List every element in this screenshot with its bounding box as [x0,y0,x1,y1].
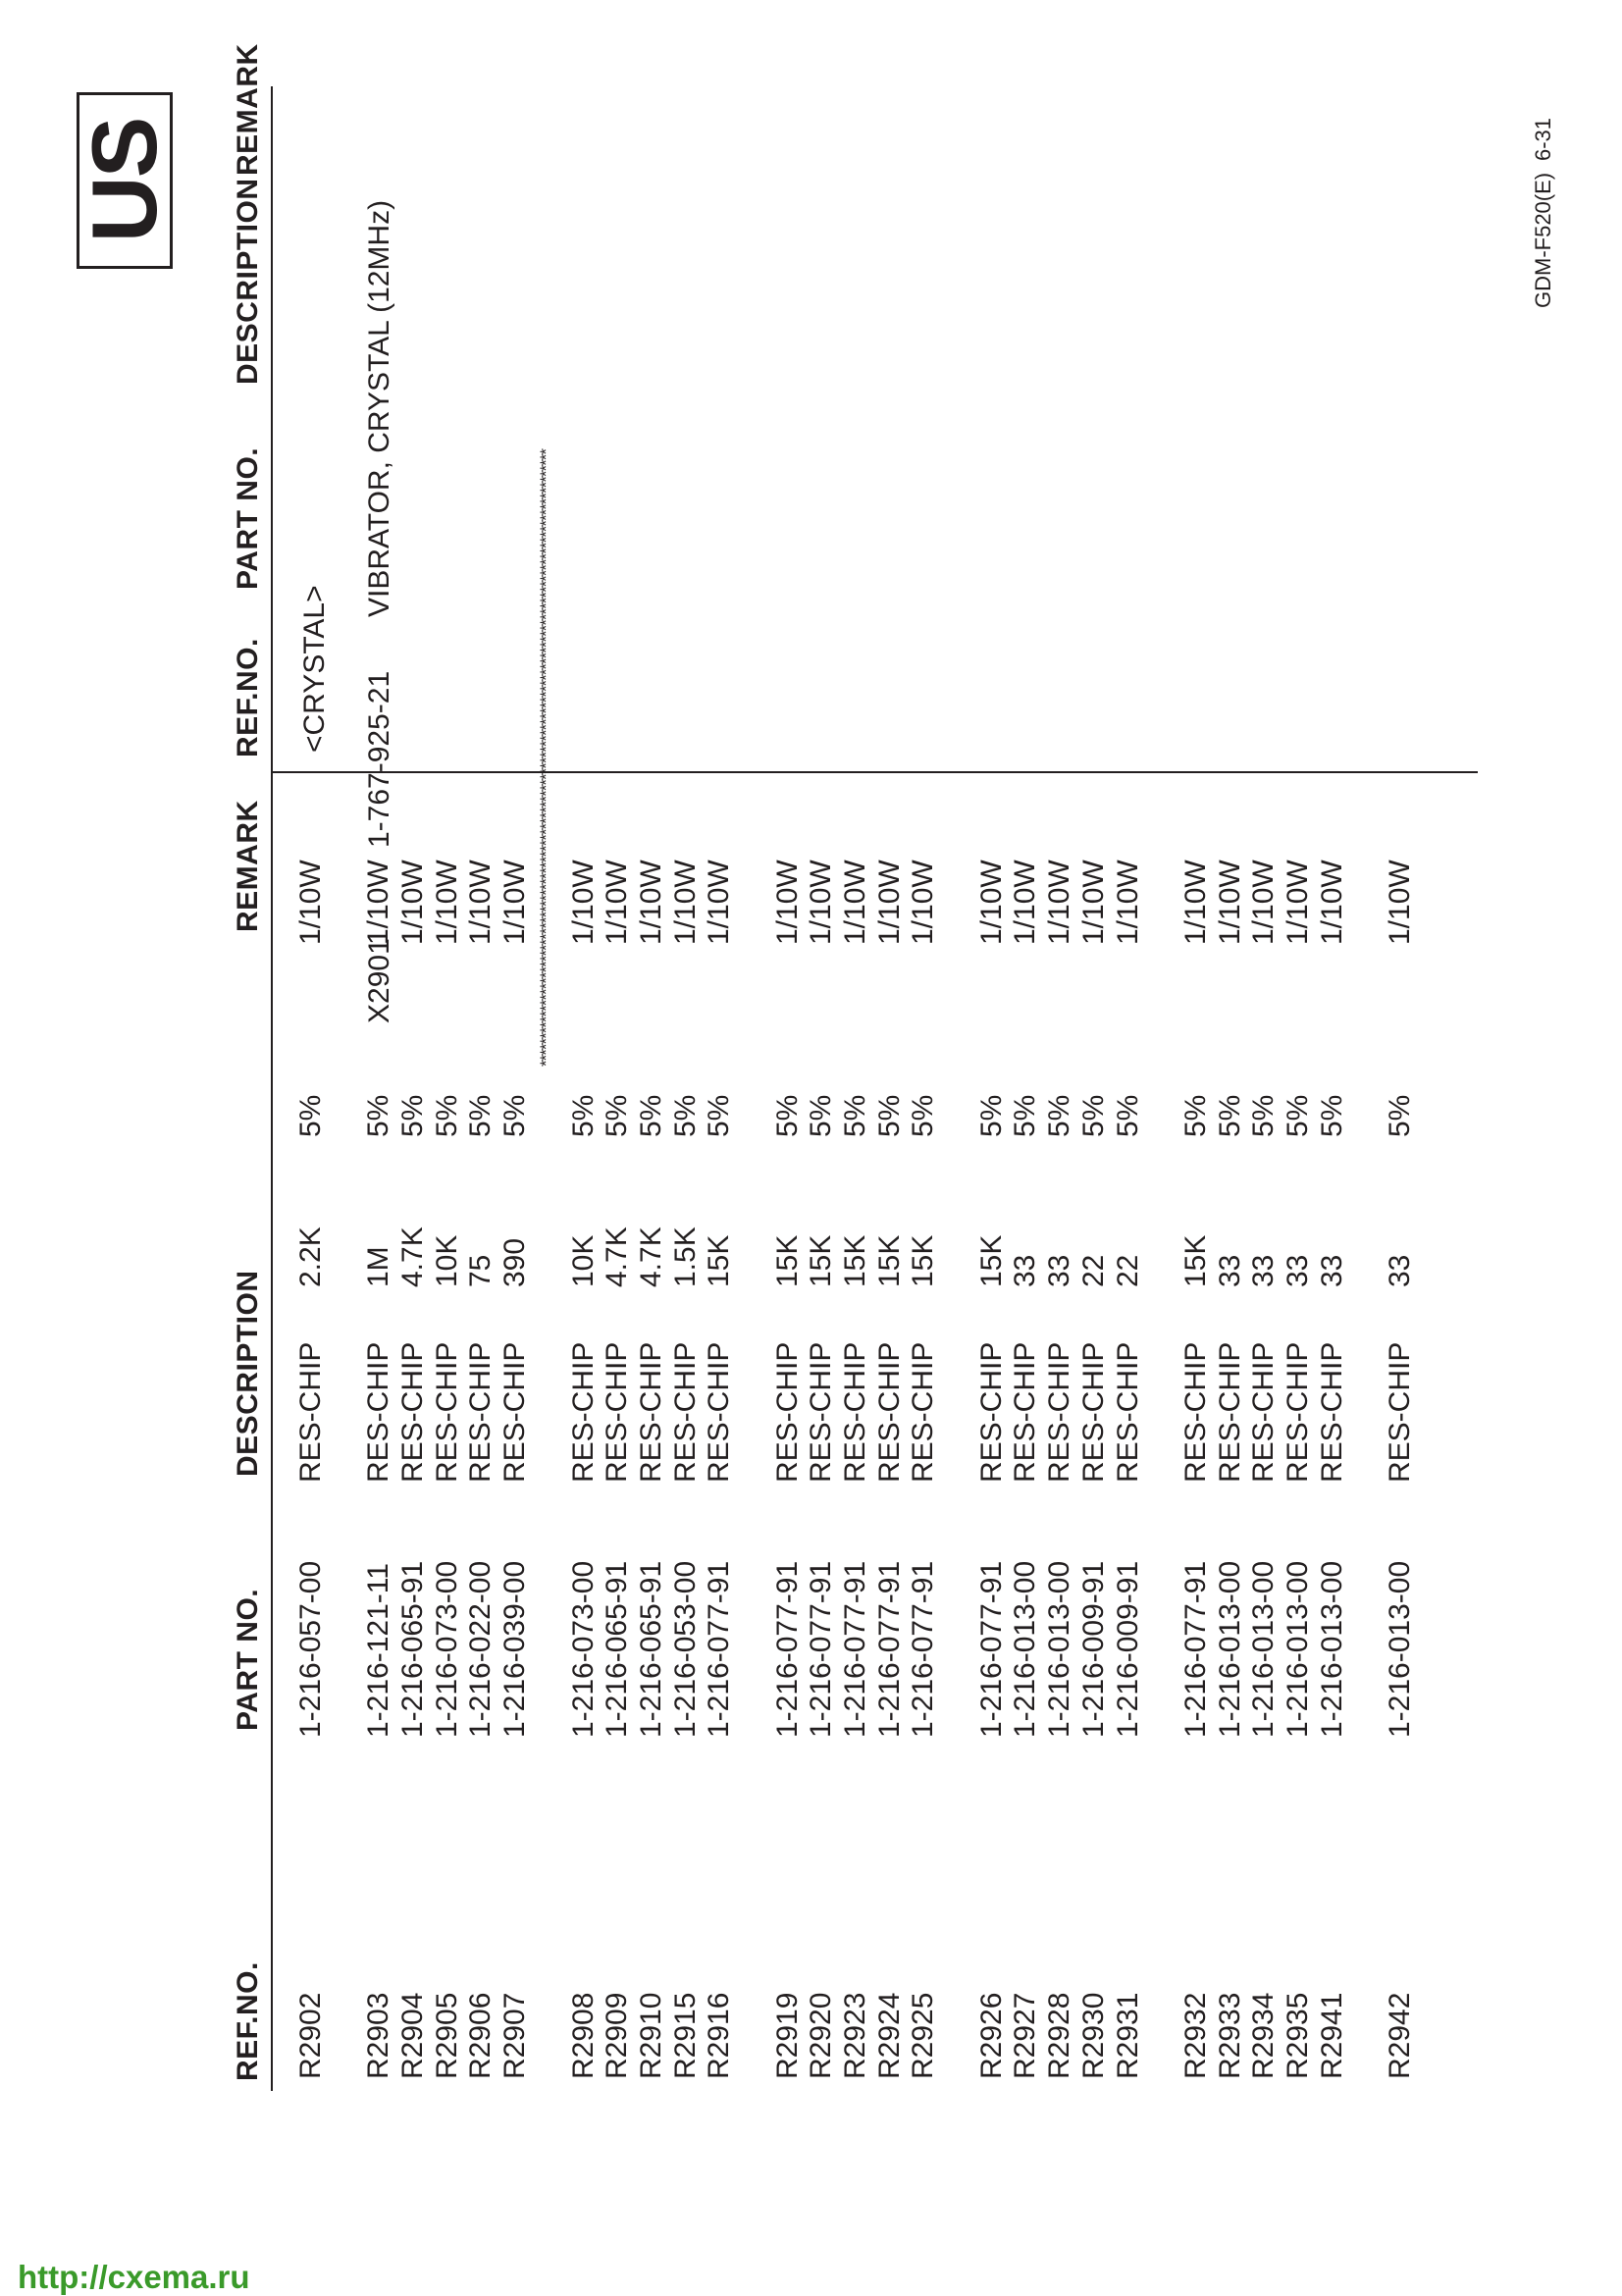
table-cell-value: 33 [1384,1254,1416,1287]
table-cell-ref: R2908 [566,1992,600,2079]
crystal-row-desc: VIBRATOR, CRYSTAL (12MHz) [363,199,395,617]
table-cell-value: 33 [1315,1254,1348,1287]
right-header-ref: REF.NO. [232,638,264,757]
table-cell-value: 4.7K [601,1226,634,1287]
table-cell-ref: R2931 [1111,1992,1144,2079]
group-spacer [329,1095,363,1137]
table-cell-desc: RES-CHIP [1384,1341,1416,1483]
separator-asterisks: **************************************************************************************************************** [537,449,555,1067]
table-cell-desc: RES-CHIP [1076,1341,1110,1483]
table-cell-ref: R2934 [1247,1992,1281,2079]
table-cell-desc: RES-CHIP [839,1341,871,1483]
group-spacer [329,1993,363,2079]
table-cell-value: 15K [872,1234,906,1287]
table-cell-desc: RES-CHIP [770,1341,804,1483]
table-cell-value: 22 [1111,1254,1144,1287]
source-url-link[interactable]: http://cxema.ru [18,2259,250,2295]
table-cell-ref: R2926 [974,1992,1008,2079]
table-cell-tol: 5% [566,1094,600,1137]
table-cell-part: 1-216-073-00 [430,1560,463,1738]
table-cell-remark: 1/10W [703,860,736,945]
table-cell-ref: R2941 [1315,1992,1348,2079]
table-cell-ref: R2928 [1043,1992,1076,2079]
table-cell-tol: 5% [1009,1094,1042,1137]
table-cell-desc: RES-CHIP [1043,1341,1076,1483]
table-cell-remark: 1/10W [1281,860,1314,945]
table-cell-desc: RES-CHIP [668,1341,702,1483]
table-cell-value: 2.2K [294,1226,327,1287]
table-cell-part: 1-216-022-00 [464,1560,497,1738]
table-cell-ref: R2932 [1178,1992,1212,2079]
table-cell-desc: RES-CHIP [430,1341,463,1483]
table-cell-ref: R2933 [1213,1992,1246,2079]
table-cell-part: 1-216-073-00 [566,1560,600,1738]
group-spacer [533,1342,567,1483]
group-spacer [737,1561,771,1738]
table-cell-value: 15K [974,1234,1008,1287]
table-cell-tol: 5% [1315,1094,1348,1137]
table-cell-value: 15K [703,1234,736,1287]
table-cell-remark: 1/10W [1009,860,1042,945]
table-cell-tol: 5% [1281,1094,1314,1137]
table-cell-tol: 5% [770,1094,804,1137]
table-cell-remark: 1/10W [396,860,430,945]
table-cell-remark: 1/10W [566,860,600,945]
group-spacer [737,1095,771,1137]
group-spacer [941,1342,975,1483]
table-cell-part: 1-216-077-91 [1178,1560,1212,1738]
group-spacer [1349,1095,1384,1137]
table-cell-remark: 1/10W [1043,860,1076,945]
table-cell-value: 33 [1043,1254,1076,1287]
group-spacer [737,1342,771,1483]
table-cell-remark: 1/10W [770,860,804,945]
table-cell-desc: RES-CHIP [498,1341,532,1483]
table-cell-remark: 1/10W [464,860,497,945]
table-cell-part: 1-216-053-00 [668,1560,702,1738]
table-cell-desc: RES-CHIP [396,1341,430,1483]
table-cell-part: 1-216-065-91 [601,1560,634,1738]
group-spacer [1349,1226,1384,1287]
table-cell-remark: 1/10W [907,860,940,945]
table-cell-desc: RES-CHIP [872,1341,906,1483]
group-spacer [533,1993,567,2079]
left-header-part: PART NO. [232,1588,264,1731]
group-spacer [533,1095,567,1137]
table-cell-remark: 1/10W [668,860,702,945]
table-cell-remark: 1/10W [430,860,463,945]
left-col-part [294,1561,1418,1738]
table-cell-tol: 5% [1111,1094,1144,1137]
group-spacer [941,1226,975,1287]
table-cell-remark: 1/10W [872,860,906,945]
table-cell-part: 1-216-013-00 [1043,1560,1076,1738]
table-cell-tol: 5% [872,1094,906,1137]
table-cell-tol: 5% [601,1094,634,1137]
group-spacer [1145,860,1179,945]
group-spacer [737,860,771,945]
group-spacer [1349,860,1384,945]
table-cell-value: 33 [1281,1254,1314,1287]
table-cell-value: 22 [1076,1254,1110,1287]
footer-page: 6-31 [1531,117,1555,161]
table-cell-desc: RES-CHIP [1315,1341,1348,1483]
table-cell-part: 1-216-039-00 [498,1560,532,1738]
table-cell-ref: R2902 [294,1992,327,2079]
table-cell-remark: 1/10W [1111,860,1144,945]
table-cell-tol: 5% [839,1094,871,1137]
table-cell-ref: R2920 [805,1992,838,2079]
right-header-rule [271,86,273,773]
group-spacer [1145,1226,1179,1287]
table-cell-tol: 5% [1384,1094,1416,1137]
group-spacer [533,1226,567,1287]
table-cell-value: 75 [464,1254,497,1287]
group-spacer [941,1993,975,2079]
left-header-rule [271,771,273,2091]
table-cell-desc: RES-CHIP [464,1341,497,1483]
group-spacer [329,1561,363,1738]
table-cell-part: 1-216-077-91 [907,1560,940,1738]
table-cell-ref: R2935 [1281,1992,1314,2079]
table-cell-remark: 1/10W [1247,860,1281,945]
table-cell-tol: 5% [294,1094,327,1137]
table-cell-desc: RES-CHIP [1111,1341,1144,1483]
table-cell-value: 33 [1009,1254,1042,1287]
table-cell-ref: R2924 [872,1992,906,2079]
table-cell-value: 15K [839,1234,871,1287]
table-cell-remark: 1/10W [294,860,327,945]
table-cell-desc: RES-CHIP [805,1341,838,1483]
group-spacer [941,1095,975,1137]
table-cell-part: 1-216-077-91 [974,1560,1008,1738]
table-cell-ref: R2909 [601,1992,634,2079]
table-cell-remark: 1/10W [1213,860,1246,945]
table-cell-ref: R2903 [362,1992,395,2079]
table-cell-tol: 5% [1178,1094,1212,1137]
table-cell-value: 10K [430,1234,463,1287]
left-col-tol [294,1095,1418,1137]
group-spacer [1349,1561,1384,1738]
left-col-value [294,1226,1418,1287]
left-header-desc: DESCRIPTION [232,1270,264,1477]
table-cell-desc: RES-CHIP [1213,1341,1246,1483]
table-cell-value: 15K [1178,1234,1212,1287]
table-cell-ref: R2923 [839,1992,871,2079]
table-cell-ref: R2907 [498,1992,532,2079]
table-cell-tol: 5% [430,1094,463,1137]
table-cell-part: 1-216-077-91 [839,1560,871,1738]
table-cell-remark: 1/10W [1384,860,1416,945]
group-spacer [737,1993,771,2079]
table-cell-ref: R2927 [1009,1992,1042,2079]
table-cell-ref: R2919 [770,1992,804,2079]
table-cell-remark: 1/10W [805,860,838,945]
table-cell-tol: 5% [634,1094,667,1137]
us-region-logo: US [77,92,173,269]
left-col-ref [294,1993,1418,2079]
table-cell-desc: RES-CHIP [294,1341,327,1483]
table-cell-tol: 5% [1076,1094,1110,1137]
crystal-row-ref: X2901 [363,938,395,1023]
group-spacer [533,1561,567,1738]
crystal-row-part: 1-767-925-21 [363,670,395,848]
table-cell-tol: 5% [464,1094,497,1137]
group-spacer [941,1561,975,1738]
table-cell-tol: 5% [974,1094,1008,1137]
table-cell-tol: 5% [1247,1094,1281,1137]
group-spacer [1145,1561,1179,1738]
table-cell-ref: R2906 [464,1992,497,2079]
table-cell-desc: RES-CHIP [362,1341,395,1483]
table-cell-remark: 1/10W [839,860,871,945]
table-cell-part: 1-216-077-91 [703,1560,736,1738]
table-cell-part: 1-216-077-91 [805,1560,838,1738]
table-cell-tol: 5% [396,1094,430,1137]
group-spacer [329,1226,363,1287]
table-cell-remark: 1/10W [1076,860,1110,945]
table-cell-part: 1-216-009-91 [1111,1560,1144,1738]
table-cell-remark: 1/10W [1315,860,1348,945]
left-col-desc [294,1342,1418,1483]
table-cell-part: 1-216-077-91 [770,1560,804,1738]
left-col-remark [294,860,1418,945]
group-spacer [941,860,975,945]
table-cell-tol: 5% [668,1094,702,1137]
table-cell-desc: RES-CHIP [1281,1341,1314,1483]
table-cell-part: 1-216-065-91 [634,1560,667,1738]
table-cell-remark: 1/10W [601,860,634,945]
right-header-part: PART NO. [232,446,264,590]
table-cell-desc: RES-CHIP [703,1341,736,1483]
table-cell-part: 1-216-077-91 [872,1560,906,1738]
table-cell-value: 4.7K [634,1226,667,1287]
table-cell-remark: 1/10W [974,860,1008,945]
table-cell-remark: 1/10W [1178,860,1212,945]
table-cell-ref: R2910 [634,1992,667,2079]
group-spacer [1349,1993,1384,2079]
table-cell-ref: R2916 [703,1992,736,2079]
table-cell-tol: 5% [703,1094,736,1137]
table-cell-tol: 5% [907,1094,940,1137]
table-cell-tol: 5% [498,1094,532,1137]
table-cell-part: 1-216-057-00 [294,1560,327,1738]
table-cell-desc: RES-CHIP [974,1341,1008,1483]
table-cell-ref: R2925 [907,1992,940,2079]
table-cell-desc: RES-CHIP [1178,1341,1212,1483]
group-spacer [737,1226,771,1287]
table-cell-value: 15K [805,1234,838,1287]
table-cell-value: 15K [907,1234,940,1287]
group-spacer [1145,1993,1179,2079]
table-cell-value: 1M [362,1246,395,1287]
table-cell-part: 1-216-009-91 [1076,1560,1110,1738]
group-spacer [329,860,363,945]
table-cell-part: 1-216-013-00 [1315,1560,1348,1738]
table-cell-part: 1-216-065-91 [396,1560,430,1738]
table-cell-desc: RES-CHIP [907,1341,940,1483]
group-spacer [329,1342,363,1483]
table-cell-remark: 1/10W [498,860,532,945]
table-cell-part: 1-216-121-11 [362,1563,395,1738]
table-cell-ref: R2904 [396,1992,430,2079]
table-cell-part: 1-216-013-00 [1247,1560,1281,1738]
right-header-desc: DESCRIPTION [232,178,264,385]
table-cell-desc: RES-CHIP [601,1341,634,1483]
group-spacer [1145,1095,1179,1137]
crystal-section-title: <CRYSTAL> [298,585,331,753]
right-header-remark: REMARK [232,43,264,176]
group-spacer [1349,1342,1384,1483]
table-cell-part: 1-216-013-00 [1213,1560,1246,1738]
table-cell-remark: 1/10W [362,860,395,945]
left-header-remark: REMARK [232,800,264,932]
table-cell-desc: RES-CHIP [1009,1341,1042,1483]
table-cell-desc: RES-CHIP [1247,1341,1281,1483]
table-cell-part: 1-216-013-00 [1384,1560,1416,1738]
table-cell-part: 1-216-013-00 [1281,1560,1314,1738]
group-spacer [1145,1342,1179,1483]
table-cell-desc: RES-CHIP [566,1341,600,1483]
table-cell-tol: 5% [1213,1094,1246,1137]
table-cell-value: 10K [566,1234,600,1287]
table-cell-tol: 5% [805,1094,838,1137]
table-cell-value: 33 [1247,1254,1281,1287]
table-cell-ref: R2930 [1076,1992,1110,2079]
table-cell-value: 390 [498,1237,532,1287]
table-cell-remark: 1/10W [634,860,667,945]
table-cell-value: 33 [1213,1254,1246,1287]
table-cell-ref: R2915 [668,1992,702,2079]
table-cell-part: 1-216-013-00 [1009,1560,1042,1738]
footer-model: GDM-F520(E) [1531,172,1555,308]
table-cell-value: 4.7K [396,1226,430,1287]
table-cell-ref: R2942 [1384,1992,1416,2079]
table-cell-desc: RES-CHIP [634,1341,667,1483]
table-cell-value: 15K [770,1234,804,1287]
table-cell-tol: 5% [1043,1094,1076,1137]
table-cell-value: 1.5K [668,1226,702,1287]
table-cell-ref: R2905 [430,1992,463,2079]
column-divider [271,771,1478,773]
table-cell-tol: 5% [362,1094,395,1137]
left-header-ref: REF.NO. [232,1961,264,2081]
